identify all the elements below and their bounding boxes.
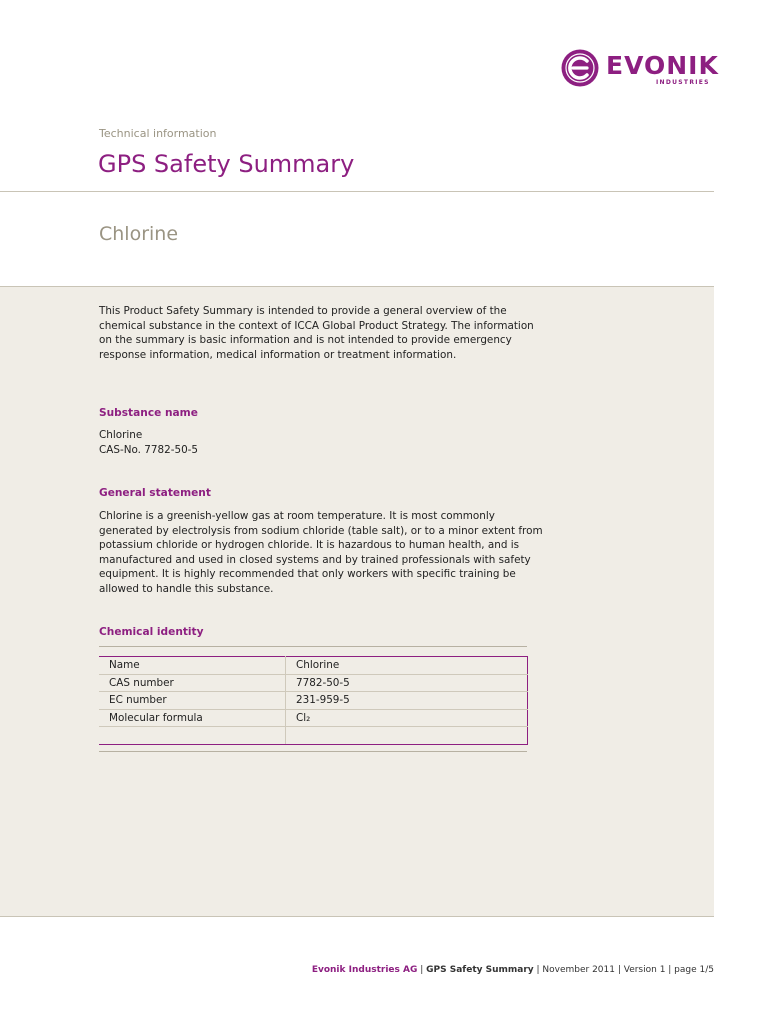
chemical-identity-heading: Chemical identity	[99, 626, 204, 638]
header-divider	[0, 191, 714, 192]
substance-cas-value: CAS-No. 7782-50-5	[99, 443, 199, 456]
evonik-logo-mark-icon	[560, 48, 600, 88]
table-row	[99, 657, 528, 675]
table-row	[99, 674, 528, 692]
table-cell-label: Name	[99, 657, 286, 675]
substance-title: Chlorine	[99, 223, 179, 245]
logo-subtitle: INDUSTRIES	[656, 79, 710, 86]
substance-name-heading: Substance name	[99, 407, 198, 419]
table-cell-value: 7782-50-5	[286, 674, 528, 692]
table-cell-value: 231-959-5	[286, 692, 528, 710]
page-footer	[312, 965, 714, 975]
table-cell-value	[286, 727, 528, 745]
identity-top-rule	[99, 646, 527, 647]
table-cell-value: Chlorine	[286, 657, 528, 675]
evonik-logo	[560, 48, 720, 90]
table-row	[99, 727, 528, 745]
table-cell-label: EC number	[99, 692, 286, 710]
identity-bottom-rule	[99, 751, 527, 752]
footer-separator: |	[417, 965, 427, 975]
general-statement-text: Chlorine is a greenish-yellow gas at room temperature. It is most commonly generated by electrolysis from sodium chloride (table salt), or to a minor extent from potassium chloride or hydrogen chloride. It is hazardous to human health, and is manufactured and used in closed systems and by trained professionals with safety equipment. It is highly recommended that only workers with specific training be allowed to handle this substance.	[99, 510, 543, 595]
page-title: GPS Safety Summary	[98, 150, 355, 178]
table-row	[99, 692, 528, 710]
table-cell-label: Molecular formula	[99, 709, 286, 727]
footer-document: GPS Safety Summary	[426, 965, 534, 975]
logo-wordmark: EVONIK	[606, 51, 719, 80]
table-row	[99, 709, 528, 727]
substance-name-value: Chlorine	[99, 429, 143, 441]
footer-meta: | November 2011 | Version 1 | page 1/5	[533, 965, 714, 975]
doc-overline: Technical information	[99, 127, 217, 140]
table-cell-value: Cl₂	[286, 709, 528, 727]
footer-company: Evonik Industries AG	[311, 965, 418, 975]
chemical-identity-table	[99, 656, 528, 745]
table-cell-label: CAS number	[99, 674, 286, 692]
general-statement-heading: General statement	[99, 487, 211, 499]
content-panel	[0, 286, 714, 917]
intro-paragraph: This Product Safety Summary is intended to provide a general overview of the chemical substance in the context of ICCA Global Product Strategy. The information on the summary is basic information and is not intended to provide emergency response information, medical information or treatment information.	[99, 305, 534, 361]
substance-name-block	[99, 428, 549, 457]
table-cell-label	[99, 727, 286, 745]
